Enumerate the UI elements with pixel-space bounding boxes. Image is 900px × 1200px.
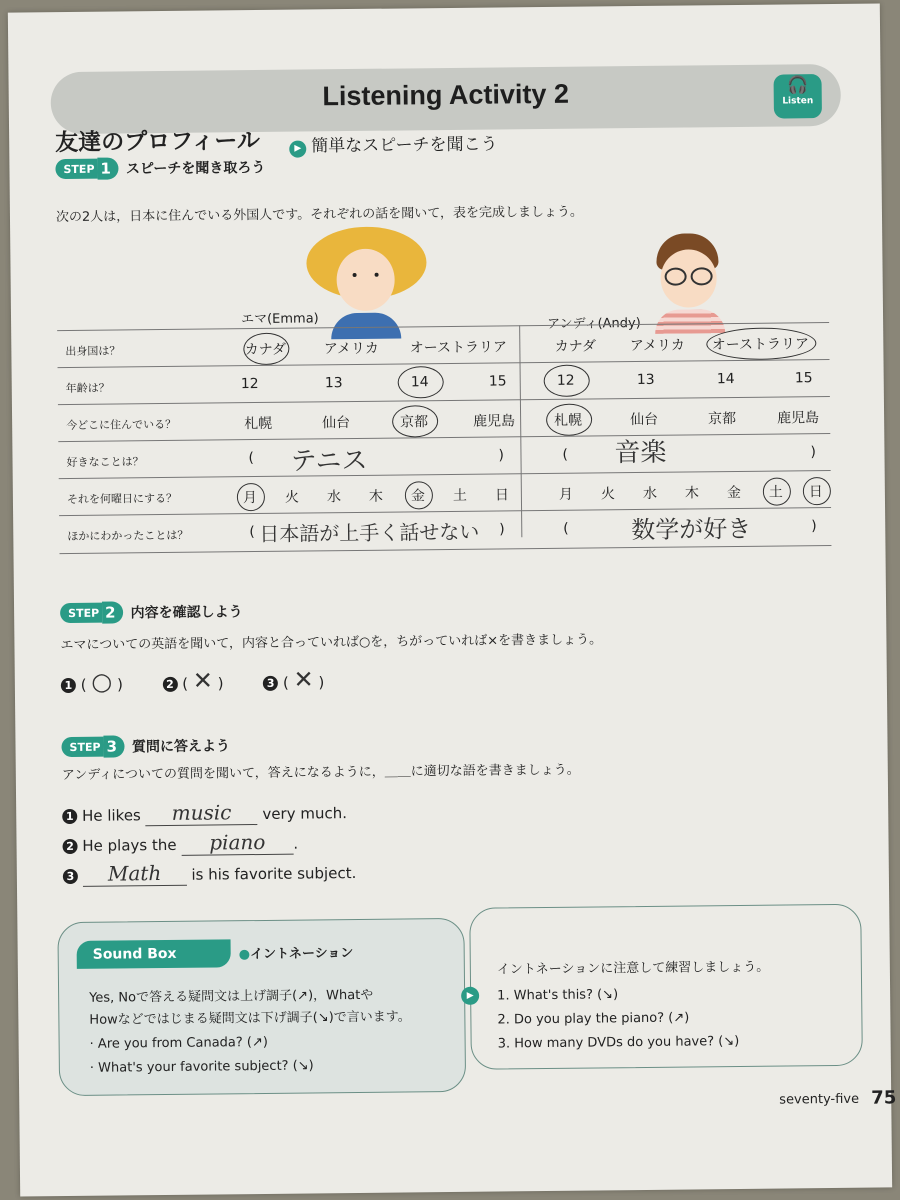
listen-badge	[774, 74, 822, 119]
sound-box-line: Howなどではじまる疑問文は下げ調子(↘)で言います。	[89, 1009, 411, 1028]
andy-city-kagoshima: 鹿児島	[777, 410, 820, 427]
sound-box-heading-text: イントネーション	[249, 946, 354, 963]
step-tag: STEP	[61, 737, 103, 757]
emma-day-thu: 木	[368, 488, 383, 505]
row-label: それを何曜日にする？	[66, 491, 177, 507]
andy-country-canada: カナダ	[554, 338, 597, 355]
andy-day-wed: 水	[642, 485, 657, 502]
page-number-word: seventy-five	[779, 1091, 860, 1108]
andy-age-15: 15	[794, 370, 813, 387]
practice-box	[466, 904, 863, 1070]
sound-box	[57, 918, 466, 1096]
andy-illustration	[650, 233, 731, 334]
paren-close: )	[116, 675, 123, 694]
emma-age-14: 14	[380, 374, 460, 391]
emma-other-handwriting: 日本語が上手く話せない	[259, 519, 480, 546]
paren-close: )	[318, 673, 325, 692]
bullet-icon: ●	[238, 947, 251, 963]
emma-day-tue: 火	[284, 489, 300, 506]
paren-open: (	[563, 520, 569, 537]
paren-open: (	[282, 673, 289, 692]
emma-illustration	[306, 226, 427, 337]
emma-day-sun: 日	[494, 487, 509, 504]
andy-age-12: 12	[526, 372, 606, 389]
q3-suffix: is his favorite subject.	[191, 863, 357, 884]
step3-header	[61, 734, 230, 758]
question-number: 1	[62, 809, 77, 824]
question-number: 3	[63, 869, 78, 884]
emma-day-sat: 土	[452, 487, 467, 504]
step2-header	[60, 600, 243, 624]
page-number: 75	[871, 1087, 897, 1109]
step3-q2	[62, 830, 298, 857]
question-number: 2	[62, 839, 77, 854]
q2-answer: piano	[181, 830, 293, 856]
emma-country-america: アメリカ	[323, 340, 379, 358]
andy-country-america: アメリカ	[629, 337, 685, 355]
emma-name: エマ(Emma)	[240, 311, 319, 328]
emma-age-13: 13	[324, 375, 343, 392]
andy-city-sendai: 仙台	[630, 411, 659, 429]
headphones-icon: 🎧	[786, 75, 809, 96]
q2-prefix: He plays the	[82, 835, 177, 855]
practice-item: 2. Do you play the piano? (↗)	[497, 1010, 690, 1028]
emma-age-15: 15	[488, 373, 507, 390]
play-icon: ▶	[461, 987, 479, 1005]
sound-box-example: · Are you from Canada? (↗)	[89, 1034, 268, 1052]
emma-like-handwriting: テニス	[290, 445, 368, 477]
answer-number: 1	[61, 678, 76, 693]
emma-day-fri: 金	[385, 485, 451, 506]
paren-open: (	[80, 675, 87, 694]
row-label: 今どこに住んでいる？	[66, 417, 177, 433]
andy-age-13: 13	[636, 371, 655, 389]
answer-mark: ✕	[192, 666, 214, 695]
sound-box-heading	[239, 942, 354, 962]
step-tag: STEP	[60, 603, 102, 623]
paren-open: (	[182, 674, 189, 693]
answer-mark: ✕	[293, 665, 314, 694]
step3-instruction: アンディについての質問を聞いて，答えになるように，＿＿に適切な語を書きましょう。	[61, 762, 580, 784]
andy-like-handwriting: 音楽	[614, 437, 667, 469]
step-number: 1	[97, 157, 119, 179]
row-label: 年齢は？	[65, 381, 110, 396]
sound-box-example: · What's your favorite subject? (↘)	[89, 1058, 314, 1076]
paren-close: )	[217, 674, 224, 693]
step1-header	[55, 156, 265, 180]
andy-day-thu: 木	[684, 485, 699, 502]
step-tag: STEP	[55, 159, 97, 179]
answer-number: 2	[162, 677, 177, 692]
sound-box-line: Yes, Noで答える疑問文は上げ調子(↗)，Whatや	[89, 987, 374, 1006]
paren-close: )	[811, 518, 817, 535]
andy-day-mon: 月	[558, 486, 573, 503]
andy-day-tue: 火	[600, 486, 615, 503]
q2-suffix: .	[293, 834, 299, 853]
emma-country-australia: オーストラリア	[409, 339, 508, 357]
andy-day-sat: 土	[743, 481, 809, 502]
paren-close: )	[810, 444, 817, 461]
q1-suffix: very much.	[262, 804, 348, 823]
table-row-other	[59, 507, 831, 554]
step2-instruction: エマについての英語を聞いて，内容と合っていれば○を，ちがっていれば×を書きましょう。	[60, 632, 603, 654]
subheading	[289, 129, 498, 157]
step-number: 2	[102, 601, 124, 623]
section-heading: 友達のプロフィール	[55, 127, 261, 157]
step2-title: 内容を確認しよう	[130, 604, 243, 622]
page-title: Listening Activity 2	[322, 78, 570, 112]
andy-city-kyoto: 京都	[708, 410, 737, 428]
practice-item: 3. How many DVDs do you have? (↘)	[497, 1033, 740, 1052]
subheading-text: 簡単なスピーチを聞こう	[311, 134, 498, 157]
paren-open: (	[562, 446, 569, 463]
step1-instruction: 次の2人は，日本に住んでいる外国人です。それぞれの話を聞いて，表を完成しましょう。	[55, 204, 584, 226]
emma-day-wed: 水	[326, 489, 342, 506]
emma-city-sendai: 仙台	[322, 415, 351, 432]
step1-title: スピーチを聞き取ろう	[125, 159, 266, 178]
practice-item: 1. What's this? (↘)	[497, 987, 619, 1004]
step-number: 3	[103, 735, 125, 757]
andy-day-fri: 金	[726, 484, 741, 502]
andy-name: アンディ(Andy)	[547, 315, 641, 332]
row-label: ほかにわかったことは？	[67, 528, 189, 544]
andy-age-14: 14	[716, 371, 735, 388]
andy-other-handwriting: 数学が好き	[631, 514, 752, 545]
step3-q3	[63, 859, 357, 887]
emma-city-kyoto: 京都	[374, 411, 454, 432]
paren-open: (	[249, 524, 255, 541]
emma-city-kagoshima: 鹿児島	[473, 413, 516, 430]
andy-city-sapporo: 札幌	[528, 409, 608, 430]
emma-age-12: 12	[240, 375, 259, 393]
q1-answer: music	[145, 800, 257, 826]
workbook-page	[8, 3, 897, 1196]
paren-open: (	[248, 450, 255, 467]
emma-city-sapporo: 札幌	[244, 415, 273, 433]
row-label: 好きなことは？	[66, 455, 144, 470]
step3-q1	[62, 799, 347, 827]
step2-answers	[61, 665, 325, 696]
practice-instruction: イントネーションに注意して練習しましょう。	[496, 959, 770, 978]
listen-label: Listen	[782, 96, 814, 107]
andy-country-australia: オーストラリア	[705, 333, 815, 354]
step3-title: 質問に答えよう	[131, 738, 231, 756]
row-label: 出身国は？	[65, 344, 121, 359]
paren-close: )	[499, 521, 505, 538]
paren-close: )	[498, 447, 505, 464]
answer-number: 3	[263, 676, 278, 691]
answer-mark: ○	[91, 667, 113, 696]
emma-day-mon: 月	[217, 487, 283, 508]
q1-prefix: He likes	[81, 806, 141, 825]
q3-answer: Math	[83, 861, 187, 887]
play-icon: ▶	[289, 140, 306, 157]
sound-box-tag: Sound Box	[77, 939, 231, 969]
andy-day-sun: 日	[783, 481, 849, 502]
emma-country-canada: カナダ	[225, 339, 305, 360]
